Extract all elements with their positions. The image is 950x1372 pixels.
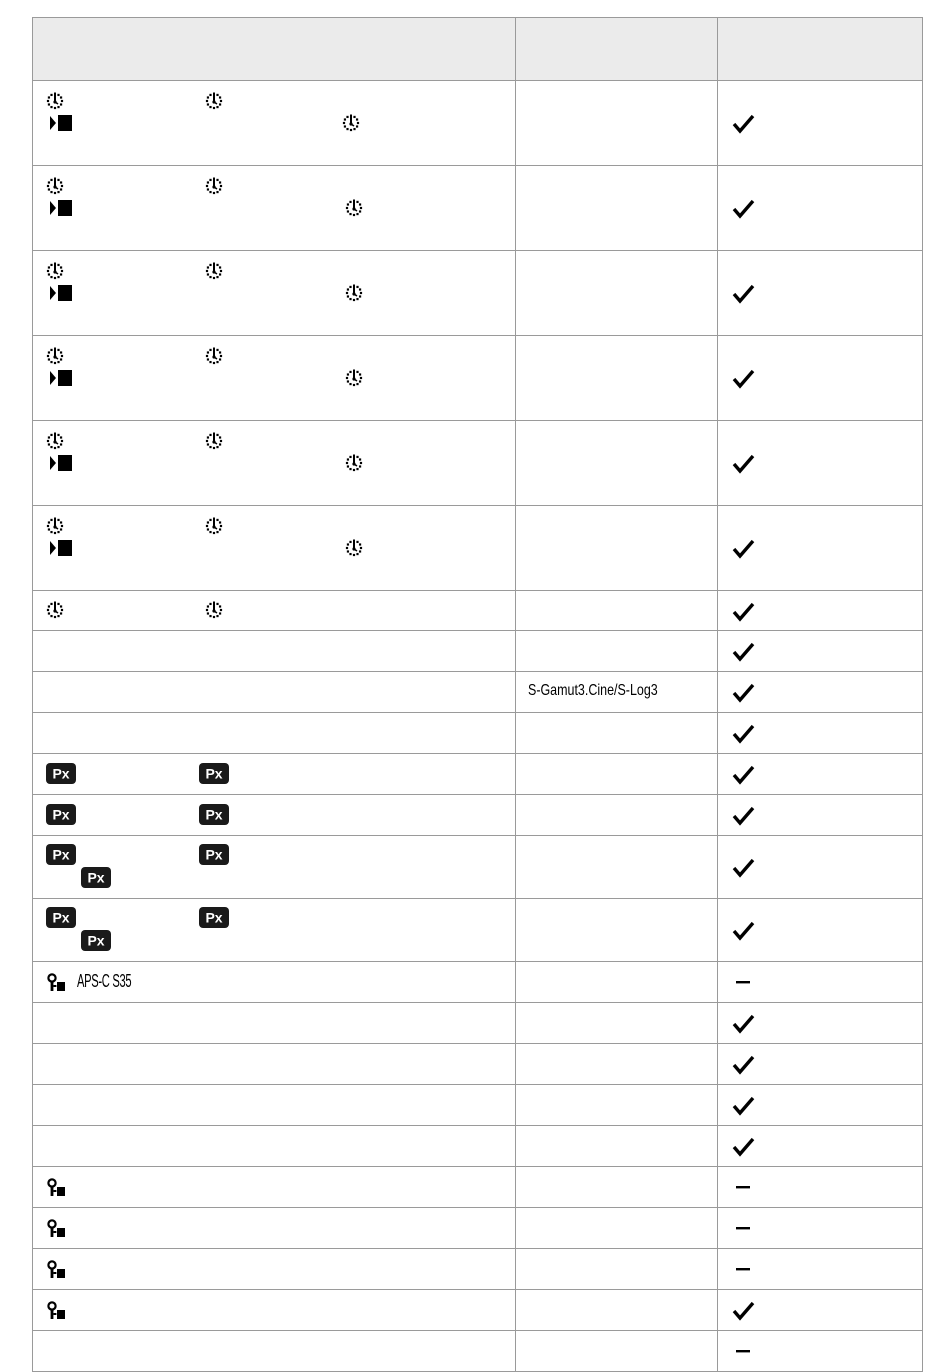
table-row	[33, 591, 923, 631]
self-timer-icon	[46, 432, 64, 450]
value-cell	[516, 962, 718, 1003]
table-row	[33, 1126, 923, 1167]
table-row	[33, 421, 923, 506]
table-row	[33, 899, 923, 962]
self-timer-icon	[345, 369, 363, 387]
status-cell	[718, 672, 923, 713]
item-cell	[33, 251, 516, 336]
self-timer-icon	[46, 347, 64, 365]
value-cell	[516, 836, 718, 899]
dash-icon	[736, 1227, 750, 1230]
item-cell	[33, 672, 516, 713]
check-icon	[732, 198, 755, 219]
svg-text:Px: Px	[52, 846, 70, 863]
crop-mode-label: APS-C S35	[77, 971, 132, 991]
svg-text:Px: Px	[205, 806, 223, 823]
status-cell	[718, 1249, 923, 1290]
self-timer-icon	[205, 347, 223, 365]
self-timer-icon	[205, 262, 223, 280]
table-row	[33, 336, 923, 421]
item-cell	[33, 795, 516, 836]
value-cell	[516, 631, 718, 672]
px-badge-icon	[199, 763, 229, 784]
self-timer-icon	[205, 601, 223, 619]
svg-text:Px: Px	[52, 765, 70, 782]
table-row	[33, 713, 923, 754]
value-cell	[516, 672, 718, 713]
status-cell	[718, 1208, 923, 1249]
item-cell	[33, 754, 516, 795]
px-badge-icon	[199, 804, 229, 825]
status-cell	[718, 1003, 923, 1044]
self-timer-icon	[342, 114, 360, 132]
item-cell	[33, 81, 516, 166]
playback-icon	[50, 199, 72, 217]
status-cell	[718, 899, 923, 962]
table-header-row	[33, 18, 923, 81]
status-cell	[718, 81, 923, 166]
value-cell	[516, 336, 718, 421]
value-cell	[516, 1331, 718, 1372]
value-cell	[516, 251, 718, 336]
svg-text:Px: Px	[205, 765, 223, 782]
check-icon	[732, 1095, 755, 1116]
item-cell	[33, 591, 516, 631]
item-cell	[33, 713, 516, 754]
status-cell	[718, 1085, 923, 1126]
table-row	[33, 1003, 923, 1044]
custom-key-icon	[47, 1260, 65, 1278]
status-cell	[718, 1167, 923, 1208]
table-row	[33, 1167, 923, 1208]
self-timer-icon	[205, 432, 223, 450]
px-badge-icon	[46, 763, 76, 784]
value-cell	[516, 1085, 718, 1126]
value-cell	[516, 1003, 718, 1044]
self-timer-icon	[345, 284, 363, 302]
self-timer-icon	[205, 92, 223, 110]
table-row	[33, 1331, 923, 1372]
custom-key-icon	[47, 1178, 65, 1196]
svg-text:Px: Px	[52, 806, 70, 823]
status-cell	[718, 166, 923, 251]
value-cell	[516, 754, 718, 795]
item-cell	[33, 1249, 516, 1290]
self-timer-icon	[46, 517, 64, 535]
status-cell	[718, 754, 923, 795]
table-row	[33, 1208, 923, 1249]
value-text: S-Gamut3.Cine/S-Log3	[528, 682, 658, 699]
table-row	[33, 1085, 923, 1126]
svg-text:Px: Px	[52, 909, 70, 926]
value-cell	[516, 1249, 718, 1290]
value-cell	[516, 1126, 718, 1167]
svg-text:Px: Px	[87, 932, 105, 949]
playback-icon	[50, 454, 72, 472]
item-cell	[33, 1331, 516, 1372]
item-cell	[33, 421, 516, 506]
playback-icon	[50, 539, 72, 557]
header-cell-item	[33, 18, 516, 81]
table-row	[33, 251, 923, 336]
check-icon	[732, 601, 755, 622]
status-cell	[718, 421, 923, 506]
self-timer-icon	[345, 539, 363, 557]
status-cell	[718, 795, 923, 836]
check-icon	[732, 1300, 755, 1321]
table-row	[33, 1290, 923, 1331]
value-cell	[516, 506, 718, 591]
status-cell	[718, 506, 923, 591]
svg-text:Px: Px	[87, 869, 105, 886]
item-cell	[33, 1085, 516, 1126]
status-cell	[718, 1290, 923, 1331]
value-cell	[516, 1208, 718, 1249]
px-badge-icon	[46, 907, 76, 928]
table-body	[33, 81, 923, 1372]
item-cell	[33, 1290, 516, 1331]
dash-icon	[736, 1186, 750, 1189]
status-cell	[718, 962, 923, 1003]
check-icon	[732, 113, 755, 134]
self-timer-icon	[46, 601, 64, 619]
item-cell	[33, 1126, 516, 1167]
item-cell	[33, 962, 516, 1003]
svg-text:Px: Px	[205, 846, 223, 863]
playback-icon	[50, 114, 72, 132]
check-icon	[732, 453, 755, 474]
check-icon	[732, 641, 755, 662]
px-badge-icon	[46, 844, 76, 865]
self-timer-icon	[46, 92, 64, 110]
check-icon	[732, 1136, 755, 1157]
status-cell	[718, 1331, 923, 1372]
table-row	[33, 81, 923, 166]
px-badge-icon	[199, 844, 229, 865]
item-cell	[33, 1167, 516, 1208]
value-cell	[516, 166, 718, 251]
custom-key-icon	[47, 1301, 65, 1319]
status-cell	[718, 336, 923, 421]
value-cell	[516, 421, 718, 506]
table-row	[33, 166, 923, 251]
dash-icon	[736, 981, 750, 984]
check-icon	[732, 368, 755, 389]
table-row	[33, 672, 923, 713]
status-cell	[718, 1126, 923, 1167]
table-row	[33, 506, 923, 591]
status-cell	[718, 713, 923, 754]
check-icon	[732, 723, 755, 744]
status-cell	[718, 836, 923, 899]
px-badge-icon	[81, 867, 111, 888]
self-timer-icon	[345, 454, 363, 472]
px-badge-icon	[46, 804, 76, 825]
self-timer-icon	[46, 177, 64, 195]
status-cell	[718, 1044, 923, 1085]
check-icon	[732, 764, 755, 785]
self-timer-icon	[46, 262, 64, 280]
table-row	[33, 1249, 923, 1290]
playback-icon	[50, 369, 72, 387]
table-row	[33, 962, 923, 1003]
px-badge-icon	[199, 907, 229, 928]
value-cell	[516, 1167, 718, 1208]
value-cell	[516, 713, 718, 754]
self-timer-icon	[345, 199, 363, 217]
check-icon	[732, 682, 755, 703]
check-icon	[732, 1054, 755, 1075]
value-cell	[516, 795, 718, 836]
settings-table	[32, 17, 923, 1372]
custom-key-icon	[47, 973, 65, 991]
value-cell	[516, 1290, 718, 1331]
item-cell	[33, 1003, 516, 1044]
check-icon	[732, 1013, 755, 1034]
check-icon	[732, 920, 755, 941]
header-cell-status	[718, 18, 923, 81]
self-timer-icon	[205, 517, 223, 535]
table-row	[33, 631, 923, 672]
value-cell	[516, 591, 718, 631]
item-cell	[33, 336, 516, 421]
table-row	[33, 836, 923, 899]
self-timer-icon	[205, 177, 223, 195]
check-icon	[732, 538, 755, 559]
item-cell	[33, 836, 516, 899]
custom-key-icon	[47, 1219, 65, 1237]
check-icon	[732, 805, 755, 826]
svg-text:Px: Px	[205, 909, 223, 926]
value-cell	[516, 1044, 718, 1085]
header-cell-value	[516, 18, 718, 81]
status-cell	[718, 591, 923, 631]
item-cell	[33, 1208, 516, 1249]
value-cell	[516, 899, 718, 962]
item-cell	[33, 166, 516, 251]
dash-icon	[736, 1350, 750, 1353]
item-cell	[33, 899, 516, 962]
status-cell	[718, 251, 923, 336]
item-cell	[33, 506, 516, 591]
check-icon	[732, 283, 755, 304]
status-cell	[718, 631, 923, 672]
playback-icon	[50, 284, 72, 302]
table-row	[33, 1044, 923, 1085]
px-badge-icon	[81, 930, 111, 951]
value-cell	[516, 81, 718, 166]
table-row	[33, 754, 923, 795]
item-cell	[33, 1044, 516, 1085]
dash-icon	[736, 1268, 750, 1271]
check-icon	[732, 857, 755, 878]
item-cell	[33, 631, 516, 672]
table-row	[33, 795, 923, 836]
